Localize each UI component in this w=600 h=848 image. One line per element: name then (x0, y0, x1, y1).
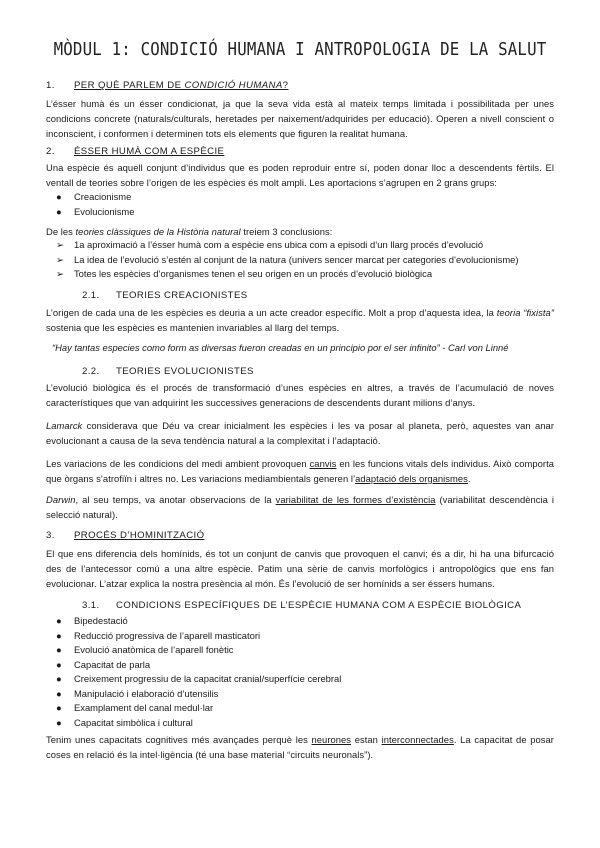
text: . (467, 473, 471, 484)
bullet-icon: ● (56, 658, 62, 670)
bullet-icon: ● (56, 629, 62, 641)
text-underlined: neurones (311, 734, 352, 745)
bullet-icon: ● (56, 702, 62, 713)
arrow-bullet-icon: ➢ (56, 239, 64, 250)
arrow-bullet-icon: ➢ (56, 268, 64, 279)
list-item-text: Totes les espècies d’organismes tenen el seu origen en un procés d’evolució biològica (74, 268, 433, 279)
section-1-paragraph: L’ésser humà és un ésser condicionat, ja que la seva vida està al mateix temps limitada i possibilitada per unes condicions concrete (naturals/culturals, heretades per naixement/adquirides per educació). Operen a nivell conscient o inconscient, i conformen i determinen tots els elements que figuren la realitat humana. (46, 98, 554, 139)
text: , al seu temps, va anotar observacions de la (75, 494, 276, 505)
list-item (56, 238, 519, 253)
text: (variabilitat descendència i selecció natural). (46, 494, 554, 520)
section-3-1-heading (82, 600, 521, 611)
text: L’origen de cada una de les espècies es deuria a un acte creador específic. Molt a prop d’aquesta idea, la (46, 307, 497, 318)
text: Tenim unes capacitats cognitives més avançades perquè les (46, 734, 312, 745)
text: considerava que Déu va crear inicialment les espècies i les va posar al planeta, però, aquestes van anar evolucionant a causa de la seva tendència natural a la complexitat i l’adaptació. (46, 420, 554, 446)
text-emphasis: teoria “fixista” (496, 307, 554, 318)
text-emphasis: teories clàssiques de la Història natural (75, 226, 241, 237)
bullet-icon: ● (56, 687, 62, 699)
list-item-text: 1a aproximació a l’ésser humà com a espècie ens ubica com a episodi d’un llarg procés d’evolució (74, 239, 484, 250)
list-item-text: Reducció progressiva de l’aparell masticatori (74, 629, 261, 641)
text: . La capacitat de posar coses en relació és la intel·ligència (té una base material “circuits neuronals”). (46, 734, 554, 760)
list-item-text: Creixement progressiu de la capacitat cranial/superfície cerebral (74, 673, 342, 684)
neurons-paragraph (46, 732, 554, 762)
list-item (56, 629, 341, 644)
list-item-text: La idea de l’evolució s’estén al conjunt de la natura (univers sencer marcat per categories d’evolucionisme) (74, 253, 519, 265)
list-item (56, 614, 341, 629)
section-2-heading (46, 146, 224, 157)
heading-text: TEORIES CREACIONISTES (116, 290, 248, 301)
section-2-1-paragraph (46, 305, 554, 335)
variations-paragraph (46, 456, 554, 486)
section-2-2-heading (82, 366, 254, 377)
list-item-text: Evolució anatòmica de l’aparell fonètic (74, 644, 234, 655)
heading-text: PROCÉS D’HOMINITZACIÓ (74, 530, 205, 541)
section-number: 2.1. (82, 290, 100, 301)
list-item (56, 643, 341, 658)
bullet-icon: ● (56, 673, 62, 684)
list-item (56, 253, 519, 268)
list-item-text: Capacitat de parla (74, 658, 151, 670)
list-item-text: Creacionisme (74, 191, 132, 202)
text: estan (351, 734, 382, 745)
list-item-text: Capacitat simbòlica i cultural (74, 716, 193, 728)
text-underlined: adaptació dels organismes (355, 473, 468, 484)
list-item (56, 205, 134, 220)
heading-text: ÉSSER HUMÀ COM A ESPÈCIE (74, 146, 225, 157)
text: Les variacions de les condicions del medi ambient provoquen (46, 458, 310, 469)
section-number: 2. (46, 146, 55, 157)
section-number: 1. (46, 80, 55, 91)
heading-text: PER QUÈ PARLEM DE (74, 80, 185, 91)
bullet-icon: ● (56, 716, 62, 728)
text: en les funcions vitals dels individus. Això comporta que òrgans s’atrofiïn i altres no. Les variacions mediambientals generen l’ (46, 458, 554, 484)
list-item-text: Evolucionisme (74, 205, 135, 217)
lamarck-paragraph (46, 418, 554, 448)
text: sostenia que les espècies es mantenien invariables al llarg del temps. (46, 322, 340, 333)
list-item (56, 687, 341, 702)
list-item (56, 267, 519, 282)
bullet-icon: ● (56, 615, 62, 626)
linne-quote: “Hay tantas especies como form as diversas fueron creadas en un principio por el ser infinito” - Carl von Linné (52, 342, 509, 353)
darwin-paragraph (46, 492, 554, 522)
text-emphasis: Lamarck (46, 420, 83, 431)
section-2-paragraph: Una espècie és aquell conjunt d’individus que es poden reproduir entre sí, poden donar lloc a descendents fèrtils. El ventall de teories sobre l’origen de les espècies és molt ampli. Les aportacions s’agrupen en 2 grans grups: (46, 162, 554, 188)
text: treiem 3 conclusions: (240, 226, 333, 237)
conclusions-list (56, 238, 519, 282)
origin-theories-list (56, 190, 134, 219)
list-item-text: Manipulació i elaboració d’utensilis (74, 687, 219, 699)
list-item (56, 701, 341, 716)
bullet-icon: ● (56, 191, 62, 202)
heading-text: CONDICIONS ESPECÍFIQUES DE L’ESPÈCIE HUMANA COM A ESPÈCIE BIOLÒGICA (116, 600, 522, 611)
text-emphasis: Darwin (46, 494, 76, 505)
section-number: 3. (46, 530, 55, 541)
text: De les (46, 226, 76, 237)
section-1-heading (46, 80, 288, 91)
evolution-definition-paragraph: L’evolució biològica és el procés de transformació d’unes espècies en altres, a través de l’acumulació de noves característiques que van adquirint les successives generacions de descendents durant milions d’anys. (46, 382, 554, 408)
list-item (56, 672, 341, 687)
heading-punct: ? (282, 80, 289, 91)
section-number: 2.2. (82, 366, 100, 377)
list-item (56, 716, 341, 731)
section-number: 3.1. (82, 600, 100, 611)
section-3-paragraph: El que ens diferencia dels homínids, és tot un conjunt de canvis que provoquen el canvi; és a dir, hi ha una bifurcació des de l’antecessor comú a una altre espècie. Patim una sèrie de canvis morfològics i antropològics que ens fan evolucionar. L’atzar explica la nostra presència al món. És l’evolució de ser homínids a ser éssers humans. (46, 548, 554, 589)
bullet-icon: ● (56, 644, 62, 655)
text-underlined: variabilitat de les formes d’existència (275, 494, 436, 505)
text-underlined: interconnectades (381, 734, 454, 745)
heading-emphasis: CONDICIÓ HUMANA (184, 80, 283, 91)
text-underlined: canvis (309, 458, 337, 469)
list-item (56, 190, 134, 205)
heading-text: TEORIES EVOLUCIONISTES (116, 366, 254, 377)
section-2-1-heading (82, 290, 248, 301)
page-title: MÒDUL 1: CONDICIÓ HUMANA I ANTROPOLOGIA DE LA SALUT (53, 40, 547, 60)
section-3-heading (46, 530, 204, 541)
list-item (56, 658, 341, 673)
list-item-text: Bipedestació (74, 615, 128, 626)
list-item-text: Examplament del canal medul·lar (74, 702, 214, 713)
bullet-icon: ● (56, 205, 62, 217)
conclusions-intro (46, 224, 554, 239)
human-conditions-list (56, 614, 341, 730)
arrow-bullet-icon: ➢ (56, 253, 64, 265)
